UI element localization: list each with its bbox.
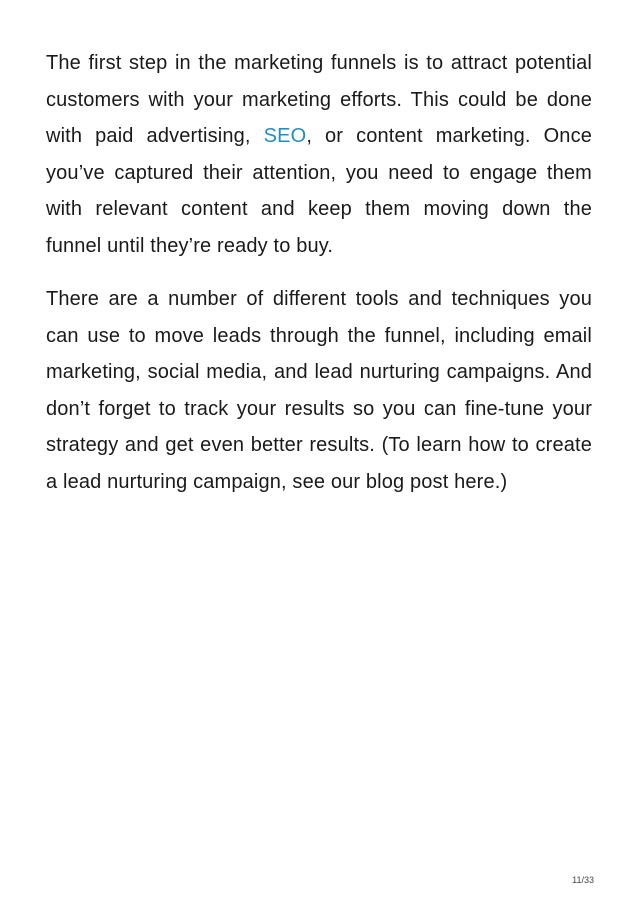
- paragraph-text-before-link: The first step in the marketing funnels is to attract potential customers with your marketing efforts. This could be done with paid advertising,: [46, 52, 592, 147]
- page-content: [46, 45, 592, 500]
- paragraph-text-after-link: , or content marketing. Once you’ve captured their attention, you need to engage them with relevant content and keep them moving down the funnel until they’re ready to buy.: [46, 125, 592, 257]
- paragraph-tools-techniques: There are a number of different tools and techniques you can use to move leads through the funnel, including email marketing, social media, and lead nurturing campaigns. And don’t forget to track your results so you can fine-tune your strategy and get even better results. (To learn how to create a lead nurturing campaign, see our blog post here.): [46, 288, 592, 493]
- seo-link[interactable]: SEO: [263, 125, 307, 147]
- page-number: 11/33: [572, 875, 594, 885]
- paragraph-funnel-intro: [46, 45, 592, 264]
